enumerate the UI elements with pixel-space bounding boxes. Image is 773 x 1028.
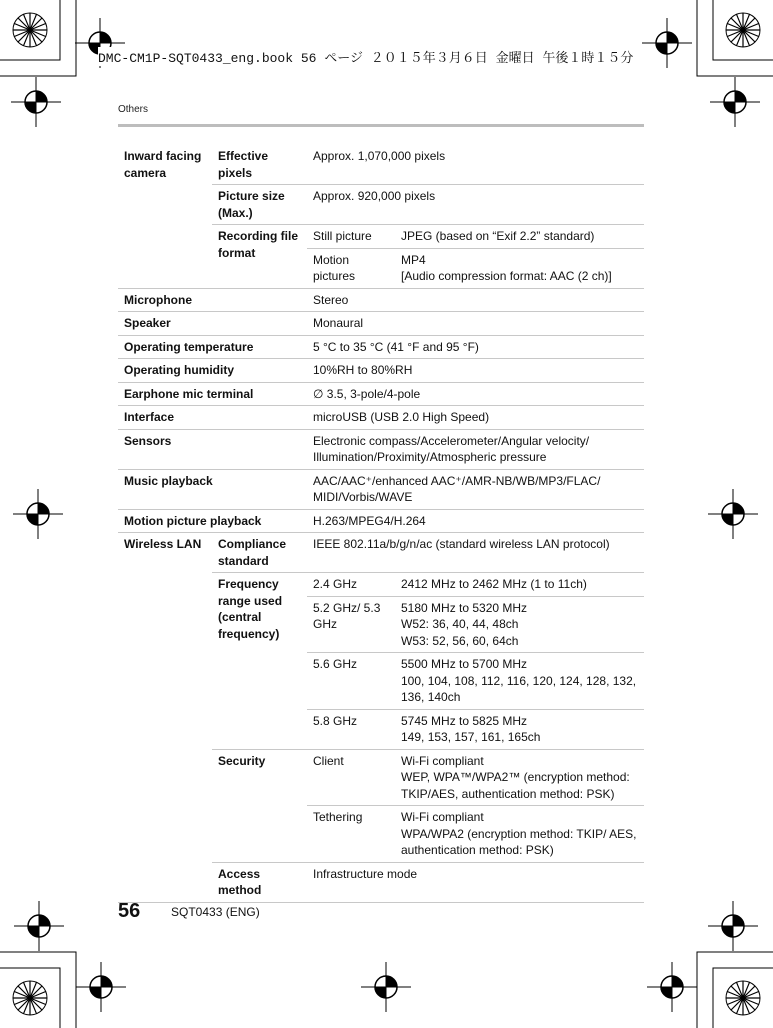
cell-value bbox=[395, 709, 644, 749]
table-row bbox=[118, 406, 644, 430]
row-label: Sensors bbox=[118, 429, 307, 469]
registration-target-icon bbox=[708, 489, 758, 539]
registration-target-icon bbox=[647, 962, 697, 1012]
cell-value bbox=[395, 596, 644, 653]
cell-value: H.263/MPEG4/H.264 bbox=[307, 509, 644, 533]
value-line: Wi-Fi compliant bbox=[401, 753, 484, 768]
registration-target-icon bbox=[13, 489, 63, 539]
cell-key: 5.2 GHz/ 5.3 GHz bbox=[307, 596, 395, 653]
table-row bbox=[118, 382, 644, 406]
cell-value: Approx. 920,000 pixels bbox=[307, 185, 644, 225]
table-row bbox=[118, 312, 644, 336]
table-row bbox=[118, 145, 644, 185]
star-target-icon bbox=[725, 12, 761, 48]
row-label: Motion picture playback bbox=[118, 509, 307, 533]
row-label: Music playback bbox=[118, 469, 307, 509]
registration-target-icon bbox=[361, 962, 411, 1012]
spec-table bbox=[118, 145, 644, 903]
cell-key: Motion pictures bbox=[307, 248, 395, 288]
sub-label: Picture size (Max.) bbox=[212, 185, 307, 225]
cell-value: AAC/AAC⁺/enhanced AAC⁺/AMR-NB/WB/MP3/FLAC/ MIDI/Vorbis/WAVE bbox=[307, 469, 644, 509]
sub-label: Security bbox=[212, 749, 307, 862]
sub-label: Effective pixels bbox=[212, 145, 307, 185]
value-line: 5745 MHz to 5825 MHz bbox=[401, 713, 528, 728]
row-label: Interface bbox=[118, 406, 307, 430]
table-row bbox=[118, 335, 644, 359]
value-line: MP4 bbox=[401, 252, 426, 267]
cell-value: JPEG (based on “Exif 2.2” standard) bbox=[395, 225, 644, 249]
cell-value: ∅ 3.5, 3-pole/4-pole bbox=[307, 382, 644, 406]
document-code: SQT0433 (ENG) bbox=[171, 905, 260, 919]
cell-value: Approx. 1,070,000 pixels bbox=[307, 145, 644, 185]
sub-label: Frequency range used (central frequency) bbox=[212, 573, 307, 750]
cell-value: 5 °C to 35 °C (41 °F and 95 °F) bbox=[307, 335, 644, 359]
table-row bbox=[118, 469, 644, 509]
cell-value: Stereo bbox=[307, 288, 644, 312]
value-line: WEP, WPA™/WPA2™ (encryption method: TKIP/AES, authentication method: PSK) bbox=[401, 770, 630, 801]
value-line: 5500 MHz to 5700 MHz bbox=[401, 657, 528, 671]
sub-label: Access method bbox=[212, 862, 307, 902]
cell-value bbox=[395, 248, 644, 288]
registration-target-icon bbox=[11, 77, 61, 127]
cell-value bbox=[395, 806, 644, 863]
cell-value: IEEE 802.11a/b/g/n/ac (standard wireless LAN protocol) bbox=[307, 533, 644, 573]
registration-target-icon bbox=[76, 962, 126, 1012]
row-label: Wireless LAN bbox=[118, 533, 212, 903]
row-label: Speaker bbox=[118, 312, 307, 336]
star-target-icon bbox=[12, 980, 48, 1016]
cell-value bbox=[395, 653, 644, 710]
table-row bbox=[118, 288, 644, 312]
value-line: W53: 52, 56, 60, 64ch bbox=[401, 633, 519, 648]
cell-value: Monaural bbox=[307, 312, 644, 336]
star-target-icon bbox=[12, 12, 48, 48]
cell-value: Electronic compass/Accelerometer/Angular velocity/ Illumination/Proximity/Atmospheric pressure bbox=[307, 429, 644, 469]
cell-value: Infrastructure mode bbox=[307, 862, 644, 902]
section-title: Others bbox=[118, 104, 149, 115]
cell-key: Client bbox=[307, 749, 395, 806]
value-line: 100, 104, 108, 112, 116, 120, 124, 128, 132, 136, 140ch bbox=[401, 673, 637, 704]
row-label: Inward facing camera bbox=[118, 145, 212, 288]
table-row bbox=[118, 533, 644, 573]
row-label: Microphone bbox=[118, 288, 307, 312]
star-target-icon bbox=[725, 980, 761, 1016]
value-line: 149, 153, 157, 161, 165ch bbox=[401, 730, 541, 744]
value-line: WPA/WPA2 (encryption method: TKIP/ AES, authentication method: PSK) bbox=[401, 826, 637, 857]
cell-value: 2412 MHz to 2462 MHz (1 to 11ch) bbox=[395, 573, 644, 597]
value-line: 5180 MHz to 5320 MHz bbox=[401, 600, 528, 615]
value-line: W52: 36, 40, 44, 48ch bbox=[401, 617, 519, 631]
registration-target-icon bbox=[642, 18, 692, 68]
row-label: Operating temperature bbox=[118, 335, 307, 359]
section-rule bbox=[118, 124, 644, 127]
print-header-line: DMC-CM1P-SQT0433_eng.book 56 ページ ２０１５年３月６日 金曜日 午後１時１５分 bbox=[98, 47, 633, 66]
cell-key: 5.8 GHz bbox=[307, 709, 395, 749]
registration-target-icon bbox=[710, 77, 760, 127]
cell-key: Tethering bbox=[307, 806, 395, 863]
row-label: Earphone mic terminal bbox=[118, 382, 307, 406]
value-line: Wi-Fi compliant bbox=[401, 810, 484, 824]
value-line: [Audio compression format: AAC (2 ch)] bbox=[401, 269, 612, 283]
registration-target-icon bbox=[14, 901, 64, 951]
row-label: Operating humidity bbox=[118, 359, 307, 383]
sub-label: Recording file format bbox=[212, 225, 307, 289]
table-row bbox=[118, 429, 644, 469]
sub-label: Compliance standard bbox=[212, 533, 307, 573]
table-row bbox=[118, 359, 644, 383]
cell-value bbox=[395, 749, 644, 806]
cell-value: microUSB (USB 2.0 High Speed) bbox=[307, 406, 644, 430]
table-row bbox=[118, 509, 644, 533]
page-number: 56 bbox=[118, 900, 141, 922]
cell-key: 2.4 GHz bbox=[307, 573, 395, 597]
cell-key: Still picture bbox=[307, 225, 395, 249]
cell-value: 10%RH to 80%RH bbox=[307, 359, 644, 383]
registration-target-icon bbox=[708, 901, 758, 951]
cell-key: 5.6 GHz bbox=[307, 653, 395, 710]
